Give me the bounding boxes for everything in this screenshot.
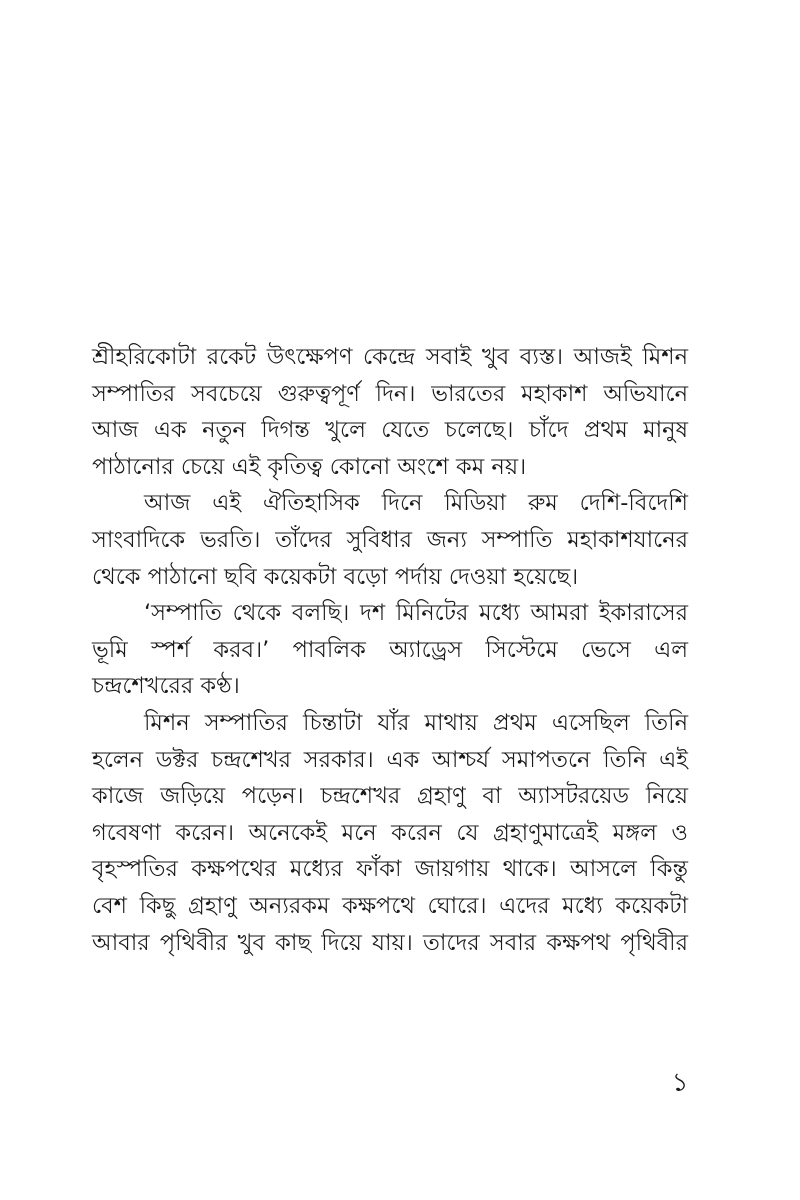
text-line: মিশন সম্পাতির চিন্তাটা যাঁর মাথায় প্রথম এসেছিল তিনি — [144, 709, 688, 736]
text-line: চন্দ্রশেখরের কণ্ঠ। — [92, 673, 240, 700]
text-line: আজ এক নতুন দিগন্ত খুলে যেতে চলেছে। চাঁদে প্রথম মানুষ — [92, 417, 688, 444]
text-line: থেকে পাঠানো ছবি কয়েকটা বড়ো পর্দায় দেওয়া হয়েছে। — [92, 563, 579, 590]
text-line: আজ এই ঐতিহাসিক দিনে মিডিয়া রুম দেশি-বিদেশি — [144, 490, 688, 517]
text-line: সাংবাদিকে ভরতি। তাঁদের সুবিধার জন্য সম্পাতি মহাকাশযানের — [92, 526, 688, 553]
body-text — [92, 339, 688, 961]
text-line: বৃহস্পতির কক্ষপথের মধ্যের ফাঁকা জায়গায় থাকে। আসলে কিন্তু — [92, 856, 688, 883]
text-line: সম্পাতির সবচেয়ে গুরুত্বপূর্ণ দিন। ভারতের মহাকাশ অভিযানে — [92, 380, 688, 407]
text-line: আবার পৃথিবীর খুব কাছ দিয়ে যায়। তাদের সবার কক্ষপথ পৃথিবীর — [92, 929, 688, 956]
text-line: ‘সম্পাতি থেকে বলছি। দশ মিনিটের মধ্যে আমরা ইকারাসের — [144, 600, 688, 627]
page-number: ১ — [671, 1068, 689, 1098]
text-line: গবেষণা করেন। অনেকেই মনে করেন যে গ্রহাণুমাত্রেই মঙ্গল ও — [92, 819, 688, 846]
text-line: কাজে জড়িয়ে পড়েন। চন্দ্রশেখর গ্রহাণু বা অ্যাসটরয়েড নিয়ে — [92, 783, 688, 810]
text-line: পাঠানোর চেয়ে এই কৃতিত্ব কোনো অংশে কম নয়। — [92, 453, 527, 480]
text-line: ভূমি স্পর্শ করব।’ পাবলিক অ্যাড্রেস সিস্টেমে ভেসে এল — [92, 636, 688, 663]
text-line: হলেন ডক্টর চন্দ্রশেখর সরকার। এক আশ্চর্য সমাপতনে তিনি এই — [92, 746, 688, 773]
text-line: শ্রীহরিকোটা রকেট উৎক্ষেপণ কেন্দ্রে সবাই খুব ব্যস্ত। আজই মিশন — [92, 344, 688, 370]
text-line: বেশ কিছু গ্রহাণু অন্যরকম কক্ষপথে ঘোরে। এদের মধ্যে কয়েকটা — [92, 892, 688, 919]
